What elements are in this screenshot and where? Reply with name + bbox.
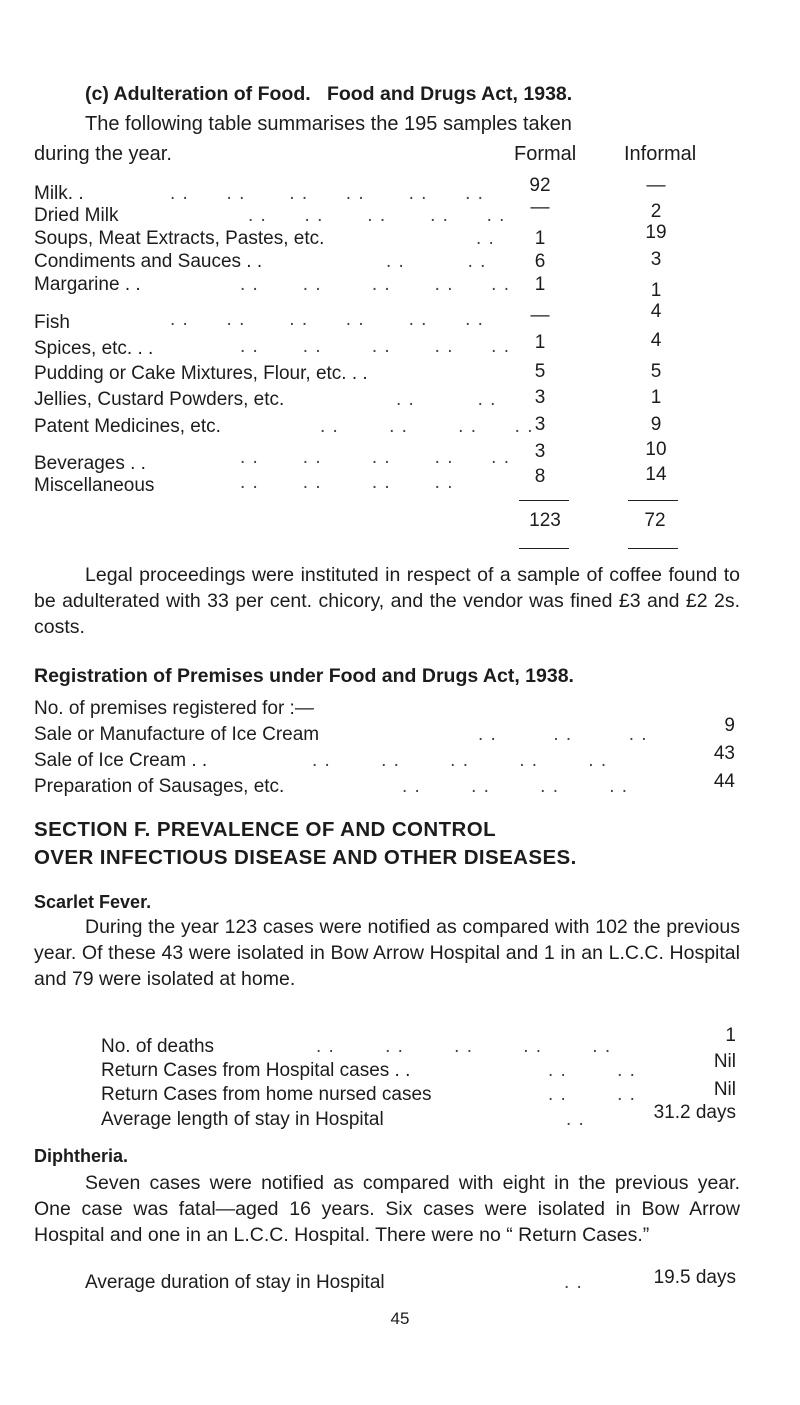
informal-value: 14 bbox=[645, 464, 667, 485]
leader-dots: . . . . . . . . bbox=[320, 416, 534, 437]
informal-value: 4 bbox=[650, 330, 662, 351]
registration-label: Sale of Ice Cream . . bbox=[34, 750, 208, 771]
section-c-title bbox=[85, 84, 572, 105]
formal-value: — bbox=[530, 197, 550, 218]
leader-dots: . . . . . . . . . . bbox=[312, 750, 608, 771]
formal-value: 6 bbox=[534, 251, 546, 272]
row-label: Milk. . bbox=[34, 183, 84, 204]
leader-dots: . . . . . . . . . . bbox=[240, 336, 510, 357]
diphtheria-stat-value: 19.5 days bbox=[653, 1267, 736, 1288]
row-label: Patent Medicines, etc. bbox=[34, 416, 221, 437]
scarlet-stat-value: 31.2 days bbox=[653, 1102, 736, 1123]
section-f-heading-line2: OVER INFECTIOUS DISEASE AND OTHER DISEASES. bbox=[34, 846, 577, 869]
scarlet-stat-value: Nil bbox=[713, 1051, 736, 1072]
diphtheria-title: Diphtheria. bbox=[34, 1146, 129, 1166]
leader-dots: . . . . . . . . . . bbox=[316, 1036, 612, 1057]
scarlet-stat-label: Average length of stay in Hospital bbox=[101, 1109, 384, 1130]
row-label: Condiments and Sauces . . bbox=[34, 251, 263, 272]
registration-label: Preparation of Sausages, etc. bbox=[34, 776, 285, 797]
col-header-informal: Informal bbox=[624, 143, 697, 165]
section-c-title-prefix: (c) Adulteration of Food. bbox=[85, 83, 311, 105]
informal-value: 10 bbox=[645, 439, 667, 460]
leader-dots: . . . . . . . . bbox=[240, 472, 454, 493]
scarlet-fever-text: During the year 123 cases were notified as compared with 102 the previous year. Of these 43 were isolated in Bow Arrow Hospital and 1 in an L.C.C. Hospital and 79 were isolated at home. bbox=[34, 916, 740, 990]
leader-dots: . . . . . . . . . . bbox=[248, 205, 506, 226]
scarlet-stat-value: Nil bbox=[713, 1079, 736, 1100]
registration-value: 9 bbox=[724, 715, 735, 736]
section-c-title-act: Food and Drugs Act, 1938. bbox=[326, 83, 573, 105]
row-label: Jellies, Custard Powders, etc. bbox=[34, 389, 285, 410]
leader-dots: . . . . bbox=[548, 1060, 636, 1081]
registration-row bbox=[0, 771, 800, 802]
formal-value: 8 bbox=[534, 466, 546, 487]
informal-value: 5 bbox=[650, 361, 662, 382]
diphtheria-text: Seven cases were notified as compared with eight in the previous year. One case was fatal—aged 16 years. Six cases were isolated in Bow Arrow Hospital and one in an L.C.C. Hospital. There were no “ Return Cases.” bbox=[34, 1172, 740, 1246]
scarlet-fever-title: Scarlet Fever. bbox=[34, 892, 152, 912]
scarlet-stat-value: 1 bbox=[725, 1025, 736, 1046]
total-underline-formal bbox=[519, 548, 569, 549]
informal-value: 1 bbox=[650, 280, 662, 301]
row-label: Pudding or Cake Mixtures, Flour, etc. . . bbox=[34, 363, 368, 384]
informal-value: 2 bbox=[650, 201, 662, 222]
leader-dots: . . . . . . bbox=[478, 724, 648, 745]
registration-value: 43 bbox=[713, 743, 735, 764]
page-number: 45 bbox=[390, 1309, 410, 1328]
formal-value: 3 bbox=[534, 414, 546, 435]
registration-label: Sale or Manufacture of Ice Cream bbox=[34, 724, 320, 745]
informal-value: — bbox=[646, 175, 666, 196]
informal-value: 1 bbox=[650, 387, 662, 408]
total-informal: 72 bbox=[644, 510, 666, 531]
leader-dots: . . bbox=[476, 228, 495, 249]
table-row bbox=[0, 330, 800, 362]
leader-dots: . . . . . . . . . . . . bbox=[170, 309, 484, 330]
formal-value: 3 bbox=[534, 441, 546, 462]
formal-value: — bbox=[530, 305, 550, 326]
formal-value: 1 bbox=[534, 332, 546, 353]
total-rule-formal bbox=[519, 500, 569, 501]
row-label: Miscellaneous bbox=[34, 475, 155, 496]
table-row bbox=[0, 464, 800, 496]
scarlet-stat-label: No. of deaths bbox=[101, 1036, 215, 1057]
leader-dots: . . . . . . . . . . bbox=[240, 274, 510, 295]
formal-value: 92 bbox=[529, 175, 551, 196]
row-label: Dried Milk bbox=[34, 205, 119, 226]
table-row bbox=[0, 297, 800, 333]
informal-value: 4 bbox=[650, 301, 662, 322]
leader-dots: . . bbox=[564, 1272, 583, 1293]
leader-dots: . . bbox=[566, 1109, 585, 1130]
leader-dots: . . . . . . . . bbox=[402, 776, 629, 797]
informal-value: 19 bbox=[645, 222, 667, 243]
registration-intro: No. of premises registered for :— bbox=[34, 698, 314, 719]
table-row bbox=[0, 363, 800, 389]
total-rule-informal bbox=[628, 500, 678, 501]
registration-value: 44 bbox=[713, 771, 735, 792]
row-label: Fish bbox=[34, 312, 70, 333]
formal-value: 1 bbox=[534, 228, 546, 249]
informal-value: 3 bbox=[650, 249, 662, 270]
registration-title: Registration of Premises under Food and Drugs Act, 1938. bbox=[34, 665, 574, 687]
formal-value: 1 bbox=[534, 274, 546, 295]
formal-value: 3 bbox=[534, 387, 546, 408]
diphtheria-stat-label: Average duration of stay in Hospital bbox=[85, 1272, 385, 1293]
total-formal: 123 bbox=[529, 510, 561, 531]
table-row bbox=[0, 389, 800, 415]
total-underline-informal bbox=[628, 548, 678, 549]
scarlet-stat-label: Return Cases from home nursed cases bbox=[101, 1084, 432, 1105]
row-label: Margarine . . bbox=[34, 274, 141, 295]
intro-line-1: The following table summarises the 195 samples taken bbox=[85, 113, 572, 135]
scarlet-stat-label: Return Cases from Hospital cases . . bbox=[101, 1060, 411, 1081]
leader-dots: . . . . bbox=[386, 251, 487, 272]
leader-dots: . . . . bbox=[548, 1084, 636, 1105]
col-header-formal: Formal bbox=[514, 143, 577, 165]
intro-line-2: during the year. bbox=[34, 143, 172, 165]
informal-value: 9 bbox=[650, 414, 662, 435]
leader-dots: . . . . . . . . . . . . bbox=[170, 183, 484, 204]
section-f-heading-line1: SECTION F. PREVALENCE OF AND CONTROL bbox=[34, 818, 496, 841]
leader-dots: . . . . bbox=[396, 389, 497, 410]
scarlet-stat-row bbox=[0, 1102, 800, 1135]
row-label: Soups, Meat Extracts, Pastes, etc. bbox=[34, 228, 325, 249]
diphtheria-stat-row bbox=[0, 1267, 800, 1298]
formal-value: 5 bbox=[534, 361, 546, 382]
leader-dots: . . . . . . . . . . bbox=[240, 447, 510, 468]
row-label: Spices, etc. . . bbox=[34, 338, 154, 359]
legal-proceedings-text: Legal proceedings were instituted in respect of a sample of coffee found to be adulterated with 33 per cent. chicory, and the vendor was fined £3 and £2 2s. costs. bbox=[34, 564, 740, 638]
row-label: Beverages . . bbox=[34, 453, 146, 474]
